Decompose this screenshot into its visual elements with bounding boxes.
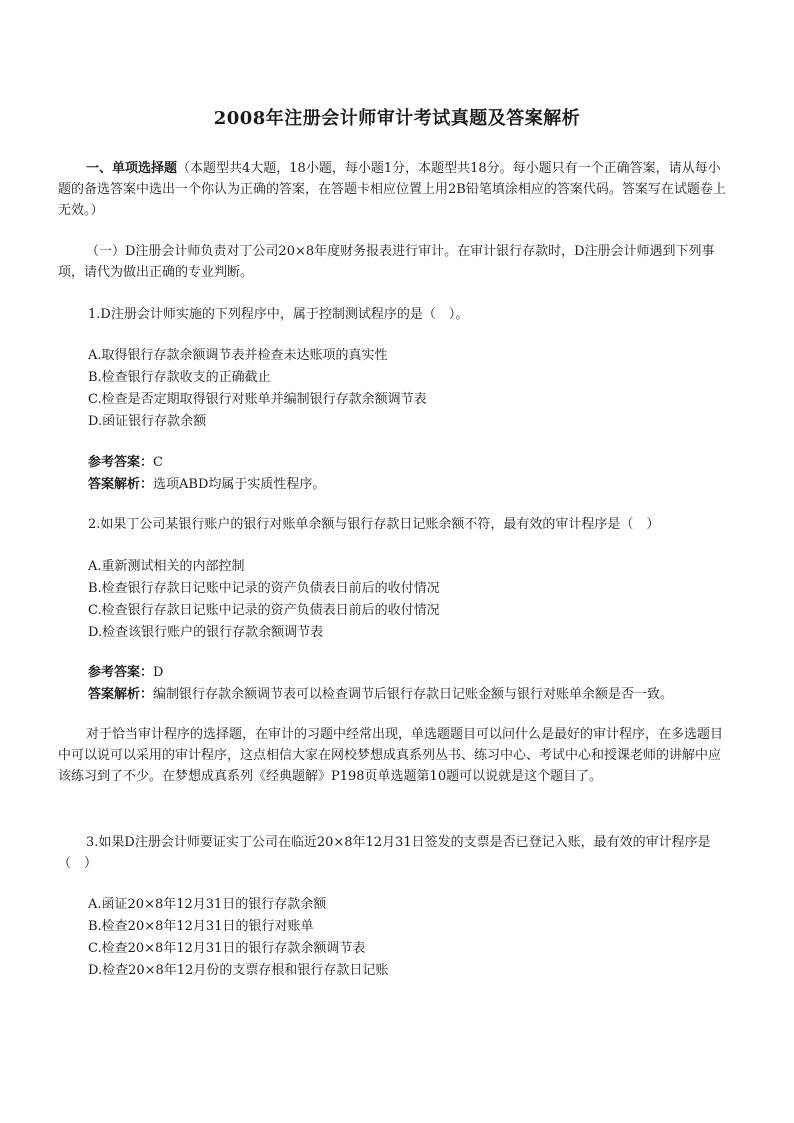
answer-option: D.检查20×8年12月份的支票存根和银行存款日记账 (88, 963, 389, 978)
question-stem: 2.如果丁公司某银行账户的银行对账单余额与银行存款日记账余额不符，最有效的审计程序是（ ） (88, 517, 660, 532)
answer-option: B.检查银行存款日记账中记录的资产负债表日前后的收付情况 (88, 581, 440, 596)
analysis-label: 答案解析： (88, 477, 154, 492)
answer-option: C.检查20×8年12月31日的银行存款余额调节表 (88, 941, 366, 956)
answer-label: 参考答案： (88, 665, 154, 680)
page-title: 2008年注册会计师审计考试真题及答案解析 (213, 108, 581, 129)
answer-option: A.函证20×8年12月31日的银行存款余额 (88, 897, 327, 912)
answer-analysis (88, 684, 673, 705)
question-stem: 3.如果D注册会计师要证实丁公司在临近20×8年12月31日签发的支票是否已登记入账，最有效的审计程序是（ ） (58, 835, 711, 871)
section-instructions (58, 158, 730, 221)
reference-answer (88, 662, 163, 683)
answer-option: B.检查20×8年12月31日的银行对账单 (88, 919, 314, 934)
section-heading: 一、单项选择题 (86, 161, 178, 176)
answer-option: C.检查是否定期取得银行对账单并编制银行存款余额调节表 (88, 392, 427, 407)
answer-analysis (88, 474, 325, 495)
analysis-text: 选项ABD均属于实质性程序。 (153, 477, 326, 492)
answer-value: C (153, 455, 163, 470)
answer-option: D.函证银行存款余额 (88, 414, 207, 429)
answer-option: A.取得银行存款余额调节表并检查未达账项的真实性 (88, 348, 388, 363)
reference-answer (88, 452, 163, 473)
answer-value: D (153, 665, 164, 680)
analysis-text: 编制银行存款余额调节表可以检查调节后银行存款日记账金额与银行对账单余额是否一致。 (153, 687, 674, 702)
answer-label: 参考答案： (88, 455, 154, 470)
answer-option: D.检查该银行账户的银行存款余额调节表 (88, 625, 324, 640)
answer-option: A.重新测试相关的内部控制 (88, 559, 245, 574)
commentary-paragraph: 对于恰当审计程序的选择题，在审计的习题中经常出现，单选题题目可以问什么是最好的审计程序，在多选题目中可以说可以采用的审计程序，这点相信大家在网校梦想成真系列丛书、练习中心、考试中心和授课老师的讲解中应该练习到了不少。在梦想成真系列《经典题解》P198页单选题第10题可以说就是这个题目了。 (58, 727, 724, 784)
answer-option: B.检查银行存款收支的正确截止 (88, 370, 271, 385)
analysis-label: 答案解析： (88, 687, 154, 702)
section-instructions-text: （本题型共4大题，18小题，每小题1分，本题型共18分。每小题只有一个正确答案，请从每小题的备选答案中选出一个你认为正确的答案，在答题卡相应位置上用2B铅笔填涂相应的答案代码。答案写在试题卷上无效。） (58, 161, 726, 218)
part-intro: （一）D注册会计师负责对丁公司20×8年度财务报表进行审计。在审计银行存款时，D注册会计师遇到下列事项，请代为做出正确的专业判断。 (58, 244, 715, 280)
question-stem: 1.D注册会计师实施的下列程序中，属于控制测试程序的是（ ）。 (88, 307, 469, 322)
answer-option: C.检查银行存款日记账中记录的资产负债表日前后的收付情况 (88, 603, 440, 618)
